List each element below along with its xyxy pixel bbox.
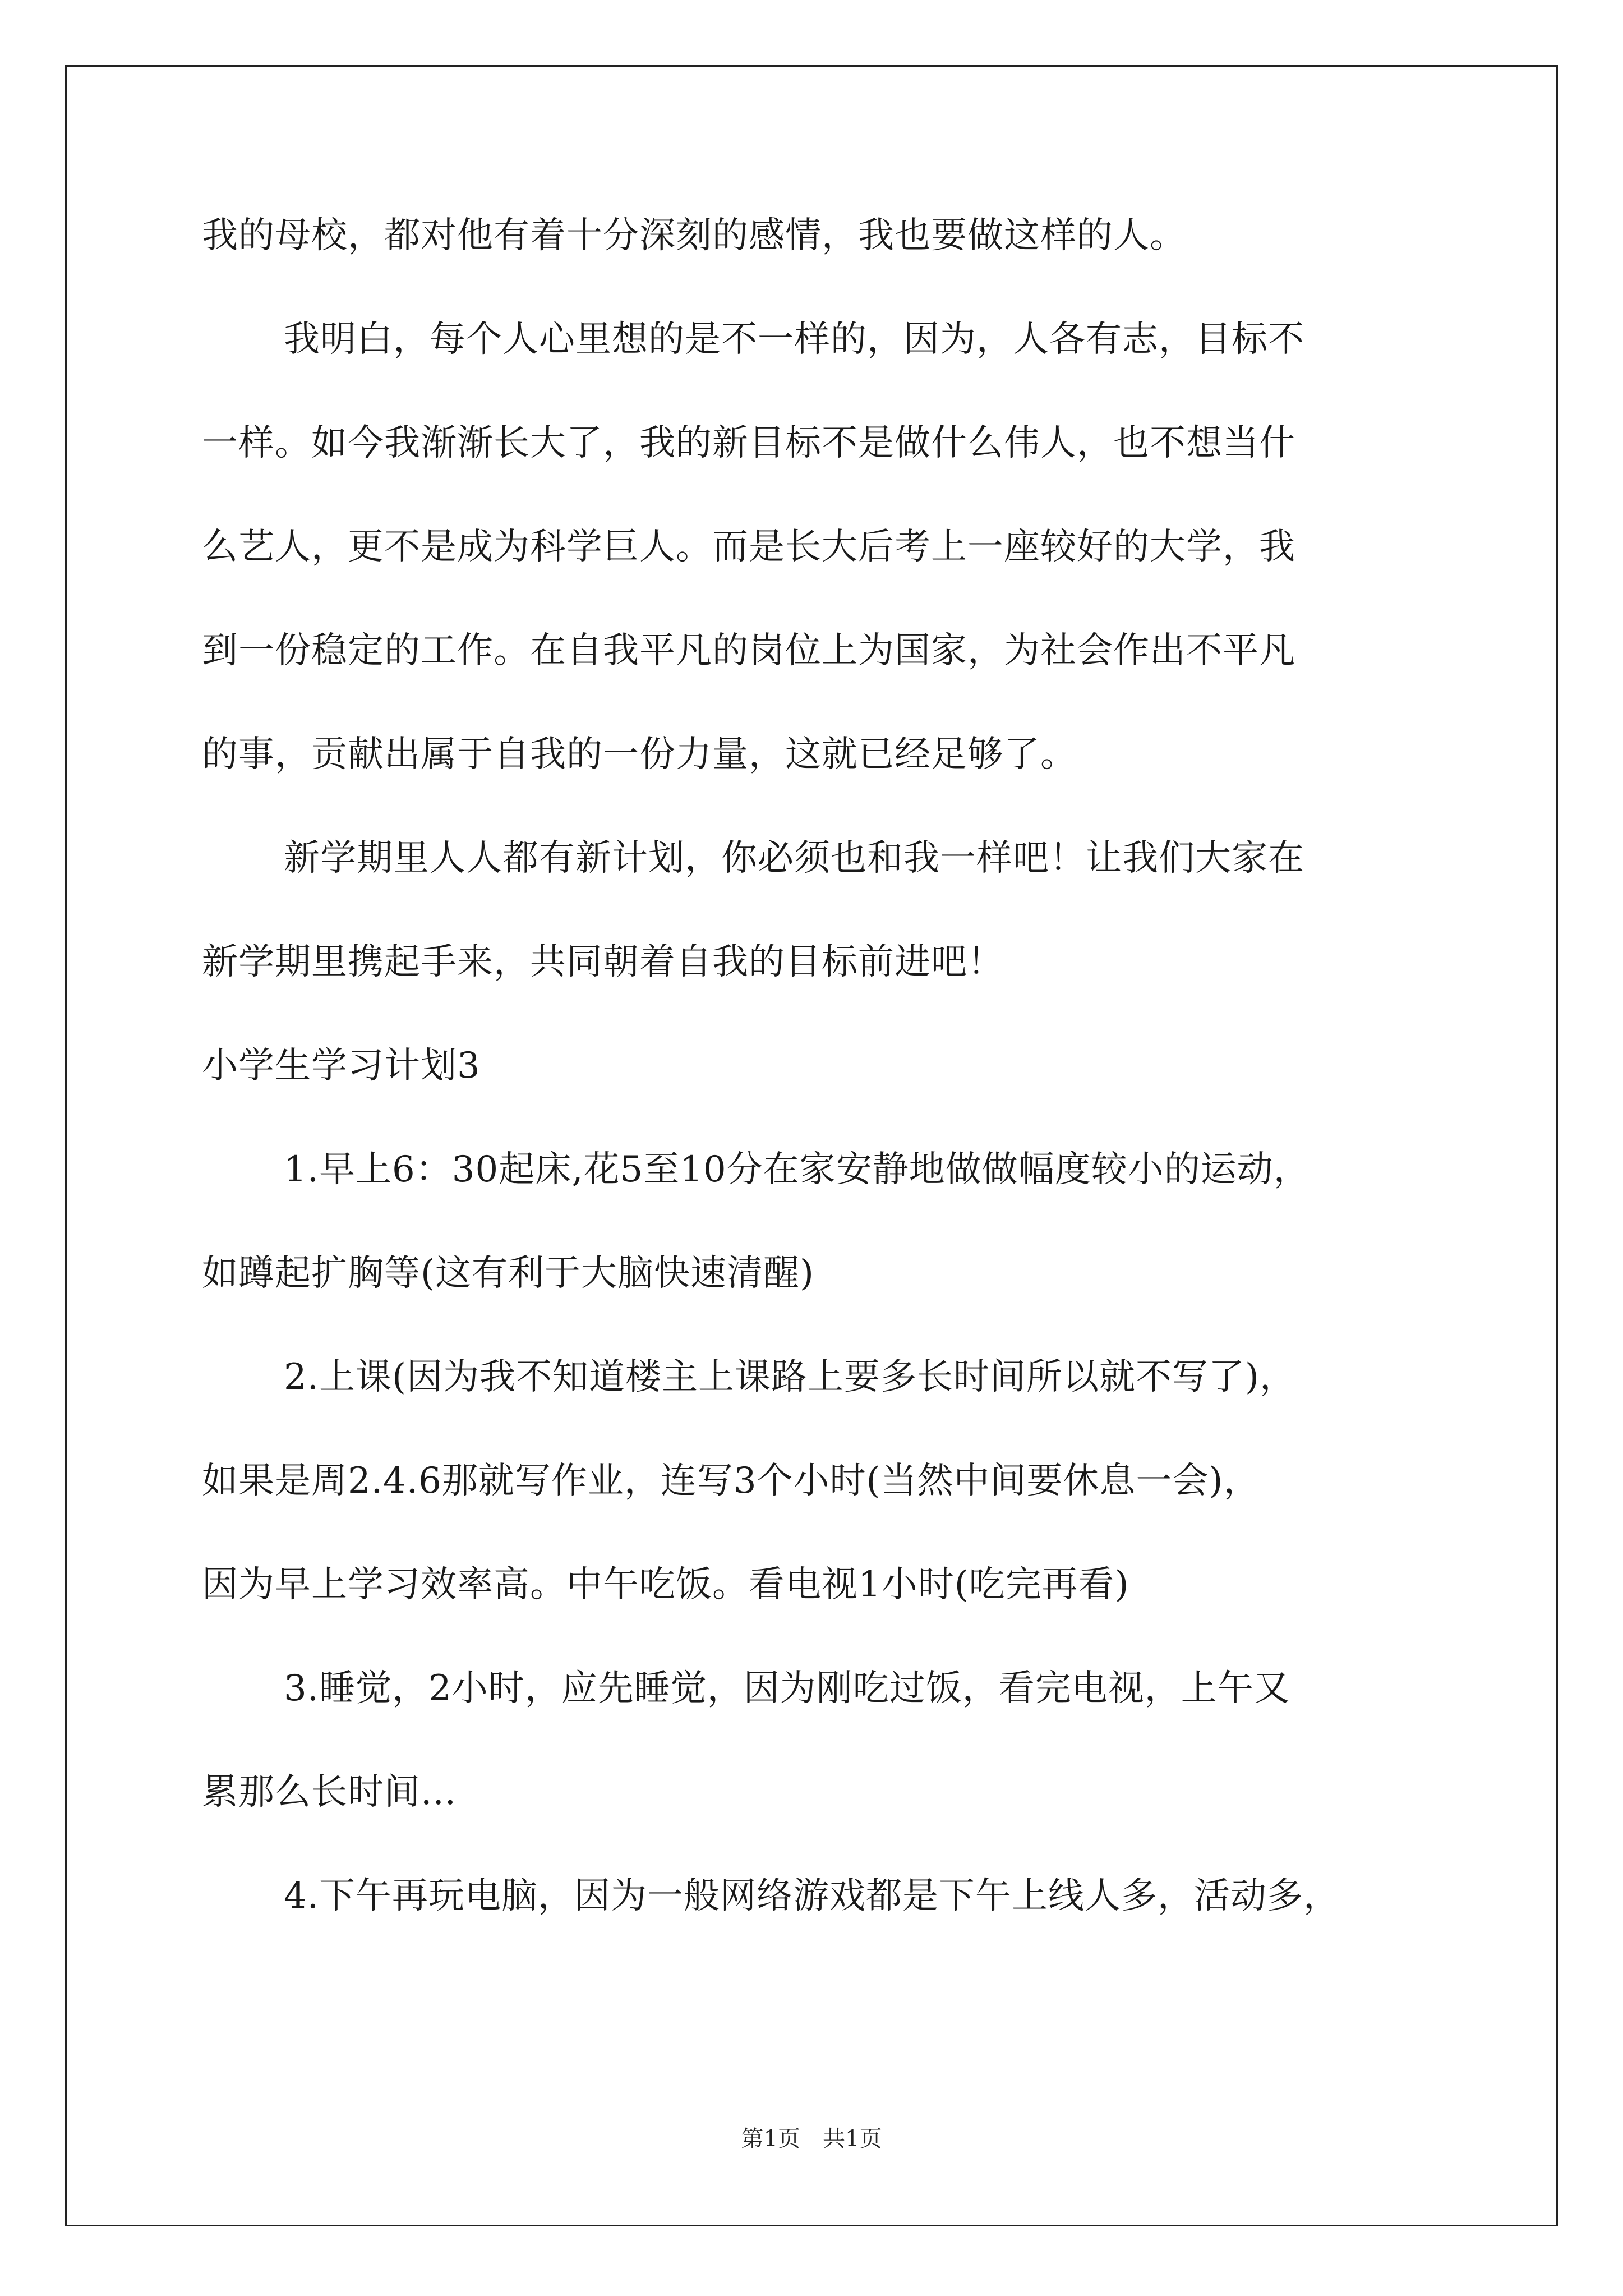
text-line: 我明白，每个人心里想的是不一样的，因为，人各有志，目标不 [284,319,1304,360]
text-line: 如果是周2.4.6那就写作业，连写3个小时(当然中间要休息一会)， [202,1460,1260,1502]
text-line: 新学期里人人都有新计划，你必须也和我一样吧！让我们大家在 [284,838,1304,879]
text-line: 我的母校，都对他有着十分深刻的感情，我也要做这样的人。 [202,215,1186,256]
text-line: 累那么长时间... [202,1772,457,1813]
text-line: 3.睡觉，2小时，应先睡觉，因为刚吃过饭，看完电视，上午又 [284,1668,1290,1709]
text-line: 的事，贡献出属于自我的一份力量，这就已经足够了。 [202,734,1077,775]
section-heading: 小学生学习计划3 [202,1045,481,1087]
text-line: 如蹲起扩胸等(这有利于大脑快速清醒) [202,1253,814,1294]
text-line: 因为早上学习效率高。中午吃饭。看电视1小时(吃完再看) [202,1564,1129,1605]
text-line: 4.下午再玩电脑，因为一般网络游戏都是下午上线人多，活动多， [284,1875,1340,1917]
text-line: 一样。如今我渐渐长大了，我的新目标不是做什么伟人，也不想当什 [202,422,1295,464]
page-number-footer: 第1页 共1页 [741,2126,882,2152]
text-line: 到一份稳定的工作。在自我平凡的岗位上为国家，为社会作出不平凡 [202,630,1295,671]
text-line: 么艺人，更不是成为科学巨人。而是长大后考上一座较好的大学，我 [202,526,1295,568]
text-line: 2.上课(因为我不知道楼主上课路上要多长时间所以就不写了)， [284,1356,1296,1398]
text-line: 新学期里携起手来，共同朝着自我的目标前进吧！ [202,941,1004,983]
text-line: 1.早上6：30起床,花5至10分在家安静地做做幅度较小的运动， [284,1149,1310,1190]
